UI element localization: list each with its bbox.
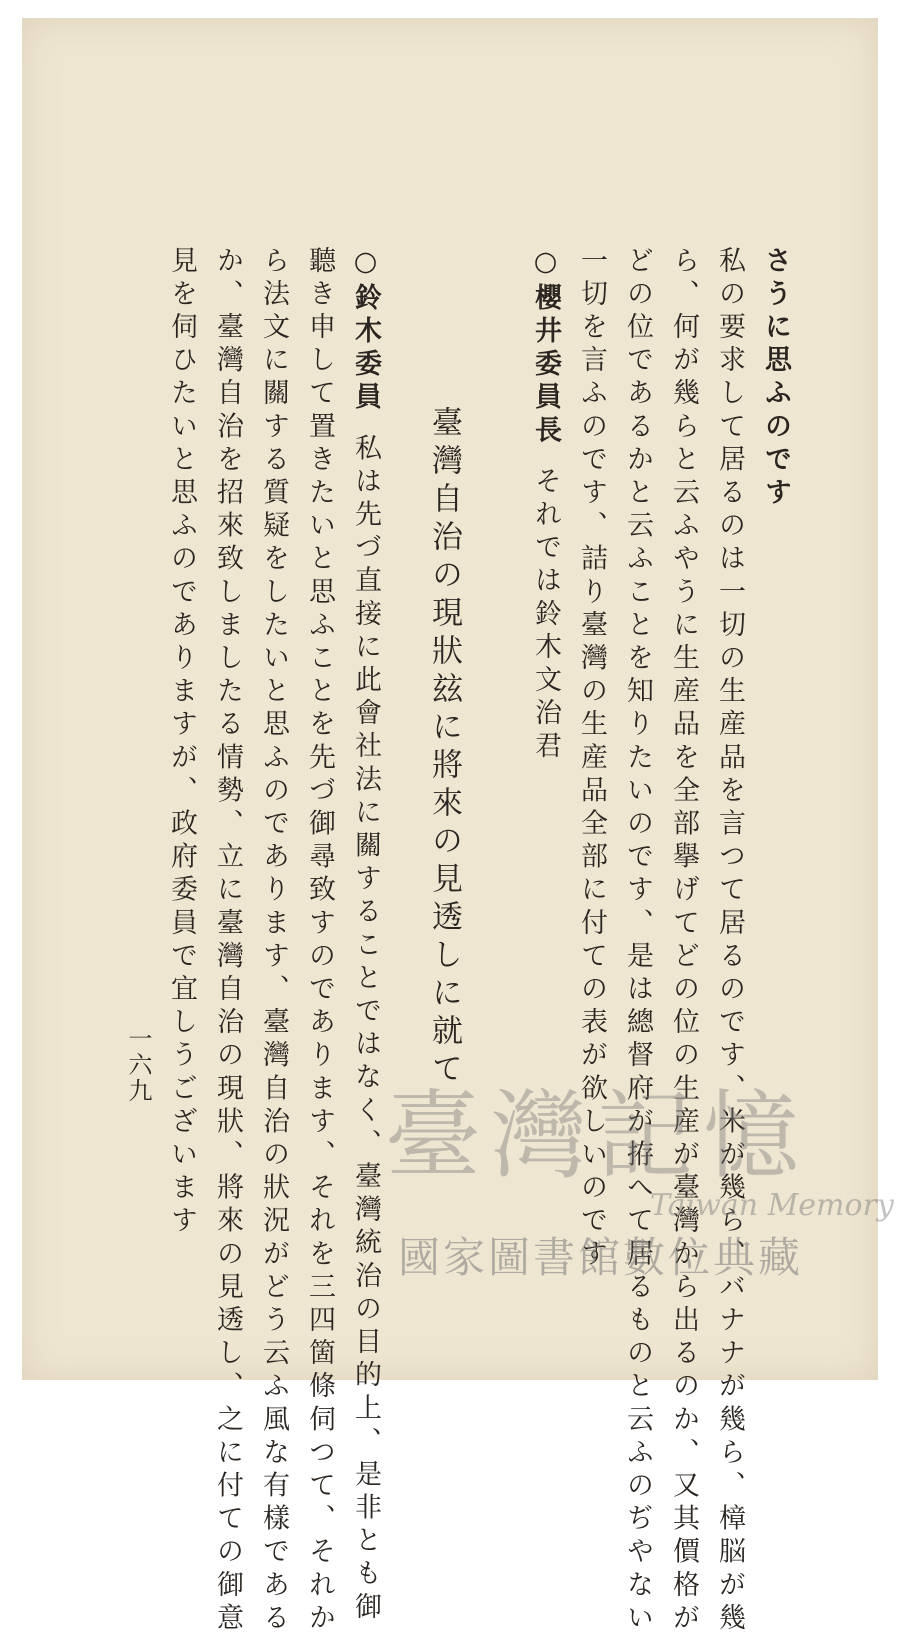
- text-column-7: [352, 246, 379, 1625]
- text-column-9: [260, 246, 287, 1636]
- column-text: ら、何が幾らと云ふやうに生産品を全部擧げてどの位の生産が臺灣から出るのか、又其價格が: [668, 246, 699, 1636]
- watermark-latin: Taiwan Memory: [650, 1188, 894, 1223]
- text-column-6: [532, 246, 559, 765]
- speaker-label: ○櫻井委員長: [530, 246, 561, 449]
- text-column-10: [214, 246, 241, 1636]
- page-number: 一六九: [124, 1026, 152, 1104]
- text-column-11: [168, 246, 195, 1239]
- text-column-1: [762, 246, 789, 511]
- column-text: 見を伺ひたいと思ふのでありますが、政府委員で宜しうございます: [166, 246, 197, 1239]
- watermark-library-name: 國家圖書館數位典藏: [398, 1233, 804, 1282]
- column-text: 一切を言ふのです、詰り臺灣の生産品全部に付ての表が欲しいのです: [576, 246, 607, 1273]
- column-text: ら法文に關する質疑をしたいと思ふのであります、臺灣自治の狀況がどう云ふ風な有樣である: [258, 246, 289, 1636]
- column-text: 聽き申して置きたいと思ふことを先づ御尋致すのであります、それを三四箇條伺つて、それか: [304, 246, 335, 1636]
- watermark-logo: 臺灣記憶: [385, 1080, 809, 1192]
- text-column-4: [624, 246, 651, 1636]
- column-text: 私の要求して居るのは一切の生産品を言つて居るのです、米が幾ら、バナナが幾ら、樟脳が幾: [714, 246, 745, 1636]
- text-column-2: [716, 246, 743, 1636]
- speaker-label: ○鈴木委員: [350, 246, 381, 416]
- column-text: それでは鈴木文治君: [530, 466, 561, 765]
- column-text: 私は先づ直接に此會社法に關することではなく、臺灣統治の目的上、是非とも御: [350, 433, 381, 1626]
- text-column-3: [670, 246, 697, 1636]
- column-text: どの位であるかと云ふことを知りたいのです、是は總督府が拵へて居るものと云ふのぢやない: [622, 246, 653, 1636]
- section-heading: 臺灣自治の現狀玆に將來の見透しに就て: [426, 406, 462, 1090]
- column-text: か、臺灣自治を招來致しましたる情勢、立に臺灣自治の現狀、將來の見透し、之に付ての御意: [212, 246, 243, 1636]
- column-text: さうに思ふのです: [760, 246, 791, 511]
- text-column-8: [306, 246, 333, 1636]
